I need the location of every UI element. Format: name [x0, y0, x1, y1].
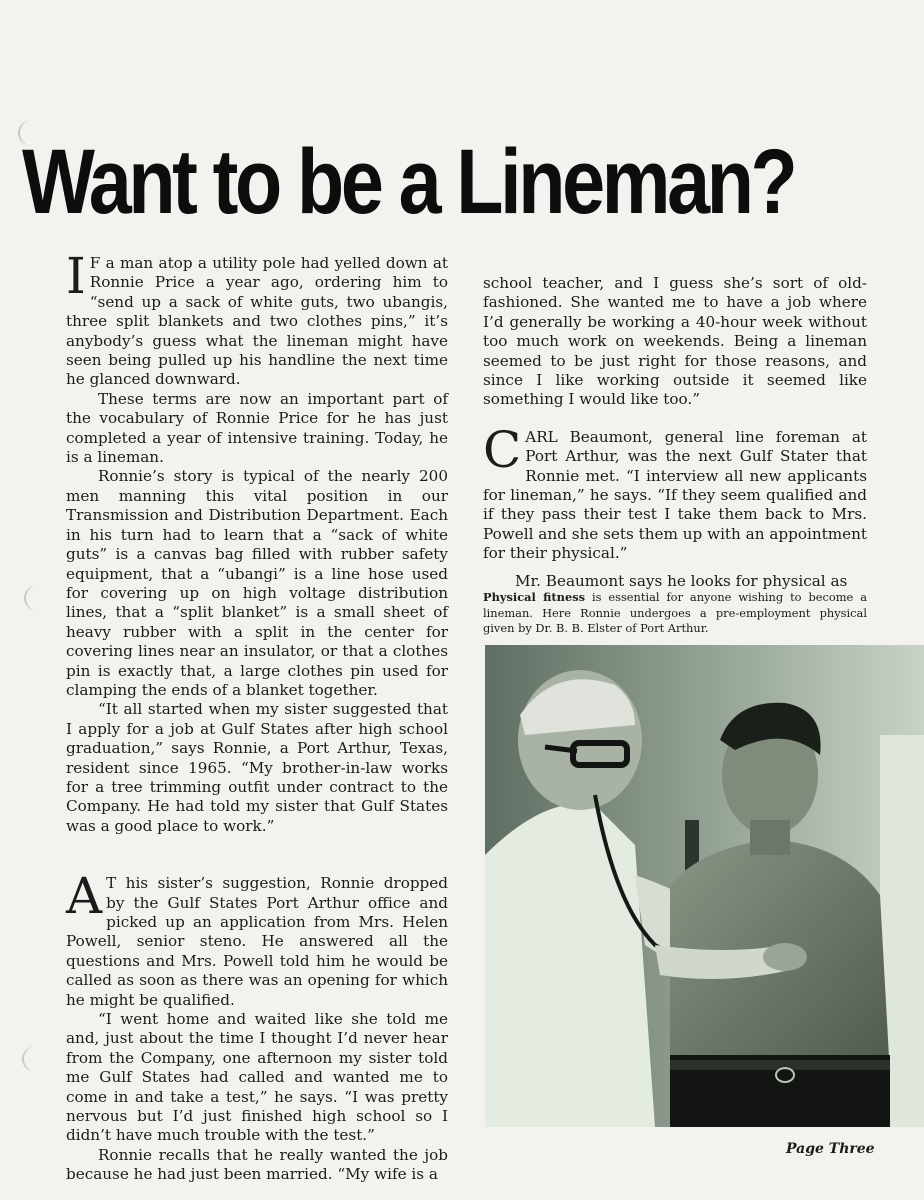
photo-physical-exam	[485, 645, 924, 1127]
caption-lead: Physical fitness	[483, 590, 586, 604]
right-column	[483, 274, 867, 591]
paragraph: Ronnie’s story is typical of the nearly 200 men manning this vital position in our Transmission and Distribution Department. Each in his turn had to learn that a “sack of white guts” is a canvas bag filled with rubber safety equipment, that a “ubangi” is a line hose used for covering up on high voltage distribution lines, that a “split blanket” is a small sheet of heavy rubber with a split in the center for covering lines near an insulator, or that a clothes pin is exactly that, a large clothes pin used for clamping the ends of a blanket together.	[66, 467, 448, 699]
paragraph: CARL Beaumont, general line foreman at Port Arthur, was the next Gulf Stater that Ronnie met. “I interview all new applicants for lineman,” he says. “If they seem qualified and if they pass their test I take them back to Mrs. Powell and she sets them up with an appointment for their physical.”	[483, 420, 867, 563]
paragraph: Ronnie recalls that he really wanted the job because he had just been married. “My wife is a	[66, 1145, 448, 1184]
paragraph: Mr. Beaumont says he looks for physical as	[515, 571, 848, 590]
paragraph: I F a man atop a utility pole had yelled down at Ronnie Price a year ago, ordering him to “send up a sack of white guts, two ubangis, three split blankets and two clothes pins,” it’s anybody’s guess what the lineman might have seen being pulled up his handline the next time he glanced downward.	[66, 247, 448, 389]
binder-hole-bottom	[22, 1046, 50, 1072]
photo-caption: Physical fitness is essential for anyone wishing to become a lineman. Here Ronnie undergoes a pre-employment physical given by Dr. B. B. Elster of Port Arthur.	[483, 590, 867, 636]
drop-cap: C	[483, 420, 522, 479]
paragraph: “I went home and waited like she told me and, just about the time I thought I’d never hear from the Company, one afternoon my sister told me Gulf States had called and wanted me to come in and take a test,” he says. “I was pretty nervous but I’d just finished high school so I didn’t have much trouble with the test.”	[66, 1010, 448, 1145]
drop-cap: I	[66, 247, 86, 305]
headline: Want to be a Lineman?	[22, 131, 795, 233]
paragraph: A T his sister’s suggestion, Ronnie dropped by the Gulf States Port Arthur office and picked up an application from Mrs. Helen Powell, senior steno. He answered all the questions and Mrs. Powell told him he would be called as soon as there was an opening for which he might be qualified.	[66, 867, 448, 1009]
drop-cap: A	[66, 867, 103, 926]
paragraph: “It all started when my sister suggested that I apply for a job at Gulf States after high school graduation,” says Ronnie, a Port Arthur, Texas, resident since 1965. “My brother-in-law works for a tree trimming outfit under contract to the Company. He had told my sister that Gulf States was a good place to work.”	[66, 700, 448, 835]
page-number: Page Three	[786, 1141, 875, 1157]
paragraph: school teacher, and I guess she’s sort of old-fashioned. She wanted me to have a job where I’d generally be working a 40-hour week without too much work on weekends. Being a lineman seemed to be just right for those reasons, and since I like working outside it seemed like something I would like too.”	[483, 274, 867, 409]
binder-hole-middle	[24, 585, 52, 611]
left-column	[66, 247, 448, 1185]
paragraph: These terms are now an important part of the vocabulary of Ronnie Price for he has just completed a year of intensive training. Today, he is a lineman.	[66, 389, 448, 467]
photo-illustration	[485, 645, 924, 1127]
